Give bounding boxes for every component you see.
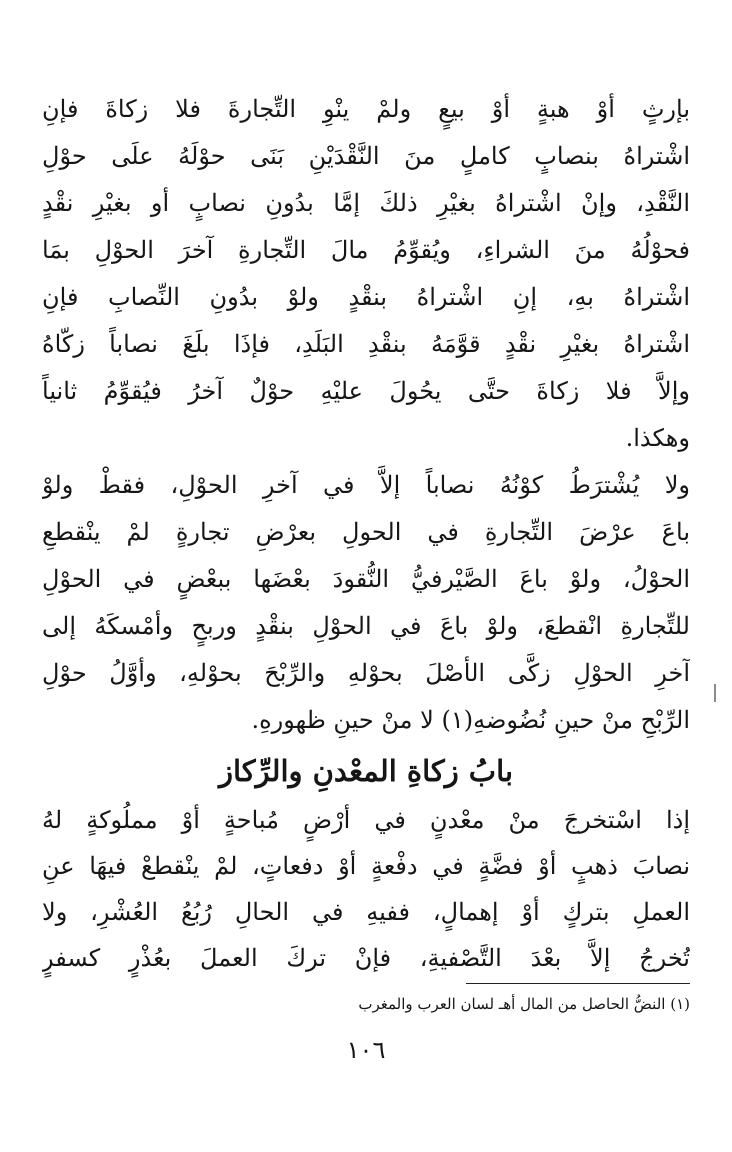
footnote-divider	[466, 983, 690, 984]
text-line: الحوْلُ، ولوْ باعَ الصَّيْرفيُّ النُّقودَ بعْضَها ببعْضٍ في الحوْلِ	[42, 565, 690, 593]
text-line: اشْتراهُ بغيْرِ نقْدٍ قوَّمَهُ بنقْدِ البَلَدِ، فإذَا بلَغَ نصاباً زكّاهُ	[42, 330, 690, 358]
text-line: العملِ بتركٍ أوْ إهمالٍ، ففيهِ في الحالِ رُبُعُ العُشْرِ، ولا	[42, 898, 690, 926]
main-text-block	[42, 86, 690, 744]
text-line: ولا يُشْترَطُ كوْنُهُ نصاباً إلاَّ في آخرِ الحوْلِ، فقطْ ولوْ	[42, 471, 690, 499]
page-number: ١٠٦	[346, 1036, 386, 1064]
text-line: اشْتراهُ بهِ، إنِ اشْتراهُ بنقْدٍ ولوْ بدُونِ النِّصابِ فإنِ	[42, 283, 690, 311]
text-line: فحوْلُهُ منَ الشراءِ، ويُقوِّمُ مالَ التِّجارةِ آخرَ الحوْلِ بمَا	[42, 236, 690, 264]
footnote: (١) النضُّ الحاصل من المال أهـ لسان العرب والمغرب	[358, 995, 690, 1013]
text-line: للتِّجارةِ انْقطعَ، ولوْ باعَ في الحوْلِ بنقْدٍ وربحٍ وأمْسكَهُ إلى	[42, 612, 690, 640]
text-line: النَّقْدِ، وإنْ اشْتراهُ بغيْرِ ذلكَ إمَّا بدُونِ نصابٍ أو بغيْرِ نقْدٍ	[42, 189, 690, 217]
text-line: الرِّبْحِ منْ حينِ نُضُوضهِ(١) لا منْ حينِ ظهورهِ.	[251, 706, 690, 734]
text-line: وإلاَّ فلا زكاةَ حتَّى يحُولَ عليْهِ حوْلٌ آخرُ فيُقوِّمُ ثانياً	[42, 377, 690, 405]
text-line: إذا اسْتخرجَ منْ معْدنٍ في أرْضٍ مُباحةٍ أوْ مملُوكةٍ لهُ	[42, 806, 690, 834]
text-line: اشْتراهُ بنصابٍ كاملٍ منَ النَّقْدَيْنِ بَنَى حوْلَهُ علَى حوْلِ	[42, 142, 690, 170]
text-line: وهكذا.	[625, 424, 690, 452]
chapter-title: بابُ زكاةِ المعْدنِ والرِّكاز	[218, 754, 514, 788]
text-line: نصابَ ذهبٍ أوْ فضَّةٍ في دفْعةٍ أوْ دفعاتٍ، لمْ ينْقطعْ فيهَا عنِ	[42, 852, 690, 880]
text-line: بإرثٍ أوْ هبةٍ أوْ بيعٍ ولمْ ينْوِ التِّجارةَ فلا زكاةَ فإنِ	[42, 95, 690, 123]
section-text-block	[42, 797, 690, 981]
text-line: آخرِ الحوْلِ زكَّى الأصْلَ بحوْلهِ والرِّبْحَ بحوْلهِ، وأوَّلُ حوْلِ	[42, 659, 690, 687]
text-line: تُخرجُ إلاَّ بعْدَ التَّصْفيةِ، فإنْ تركَ العملَ بعُذْرٍ كسفرٍ	[42, 944, 690, 972]
margin-mark	[714, 684, 716, 702]
text-line: باعَ عرْضَ التِّجارةِ في الحولِ بعرْضِ تجارةٍ لمْ ينْقطعِ	[42, 518, 690, 546]
